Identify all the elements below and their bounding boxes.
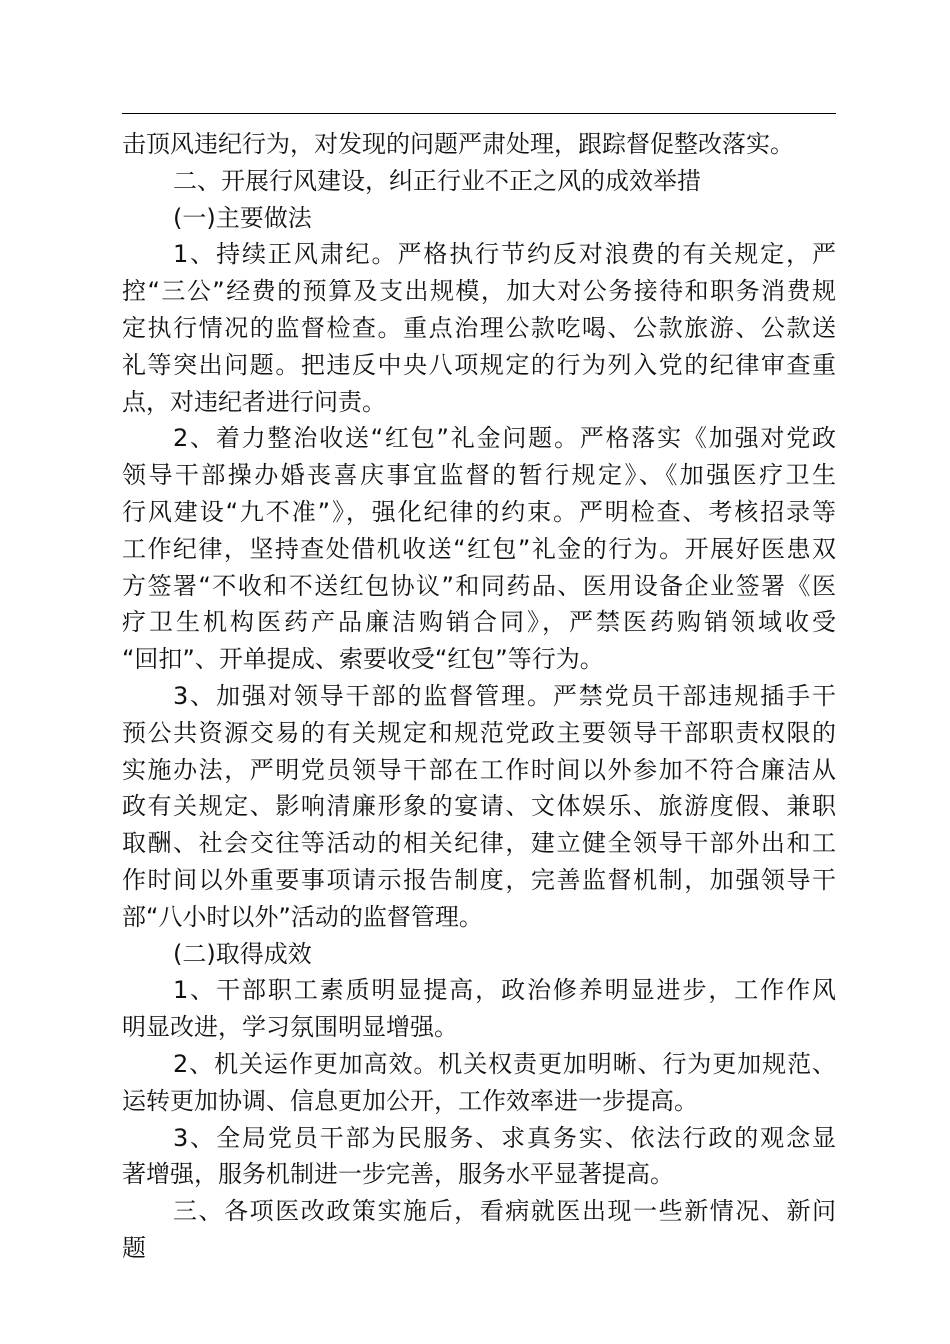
text-line: 三、各项医改政策实施后，看病就医出现一些新情况、新问 — [173, 1197, 836, 1226]
text-line: 明显改进，学习氛围明显增强。 — [122, 1013, 458, 1042]
text-line: 2、机关运作更加高效。机关权责更加明晰、行为更加规范、 — [173, 1049, 836, 1078]
text-line: 3、加强对领导干部的监督管理。严禁党员干部违规插手干 — [173, 681, 836, 710]
text-line: 预公共资源交易的有关规定和规范党政主要领导干部职责权限的 — [122, 718, 836, 747]
text-line: 方签署“不收和不送红包协议”和同药品、医用设备企业签署《医 — [122, 571, 836, 600]
text-line: 1、干部职工素质明显提高，政治修养明显进步，工作作风 — [173, 976, 836, 1005]
text-line: 定执行情况的监督检查。重点治理公款吃喝、公款旅游、公款送 — [122, 313, 836, 342]
text-line: 实施办法，严明党员领导干部在工作时间以外参加不符合廉洁从 — [122, 755, 836, 784]
text-line: 运转更加协调、信息更加公开，工作效率进一步提高。 — [122, 1086, 698, 1115]
text-line: 控“三公”经费的预算及支出规模，加大对公务接待和职务消费规 — [122, 277, 836, 306]
text-line: 二、开展行风建设，纠正行业不正之风的成效举措 — [173, 166, 701, 195]
text-line: 1、持续正风肃纪。严格执行节约反对浪费的有关规定，严 — [173, 240, 836, 269]
text-line: 作时间以外重要事项请示报告制度，完善监督机制，加强领导干 — [122, 865, 836, 894]
text-line: 部“八小时以外”活动的监督管理。 — [122, 902, 483, 931]
text-line: 点，对违纪者进行问责。 — [122, 387, 386, 416]
text-line: 2、着力整治收送“红包”礼金问题。严格落实《加强对党政 — [173, 424, 836, 453]
document-body — [122, 126, 836, 1267]
text-line: 著增强，服务机制进一步完善，服务水平显著提高。 — [122, 1160, 674, 1189]
text-line: 题 — [122, 1233, 146, 1262]
text-line: 领导干部操办婚丧喜庆事宜监督的暂行规定》、《加强医疗卫生 — [122, 461, 836, 490]
text-line: (一)主要做法 — [173, 203, 312, 232]
text-line: 击顶风违纪行为，对发现的问题严肃处理，跟踪督促整改落实。 — [122, 130, 794, 158]
text-line: 政有关规定、影响清廉形象的宴请、文体娱乐、旅游度假、兼职 — [122, 792, 836, 821]
header-rule — [122, 113, 836, 114]
text-line: (二)取得成效 — [173, 939, 312, 968]
text-line: 礼等突出问题。把违反中央八项规定的行为列入党的纪律审查重 — [122, 350, 836, 379]
text-line: 3、全局党员干部为民服务、求真务实、依法行政的观念显 — [173, 1123, 836, 1152]
text-line: 疗卫生机构医药产品廉洁购销合同》，严禁医药购销领域收受 — [122, 608, 836, 637]
text-line: “回扣”、开单提成、索要收受“红包”等行为。 — [122, 645, 604, 674]
text-line: 行风建设“九不准”》，强化纪律的约束。严明检查、考核招录等 — [122, 497, 836, 526]
text-line: 取酬、社会交往等活动的相关纪律，建立健全领导干部外出和工 — [122, 829, 836, 858]
text-line: 工作纪律，坚持查处借机收送“红包”礼金的行为。开展好医患双 — [122, 534, 836, 563]
